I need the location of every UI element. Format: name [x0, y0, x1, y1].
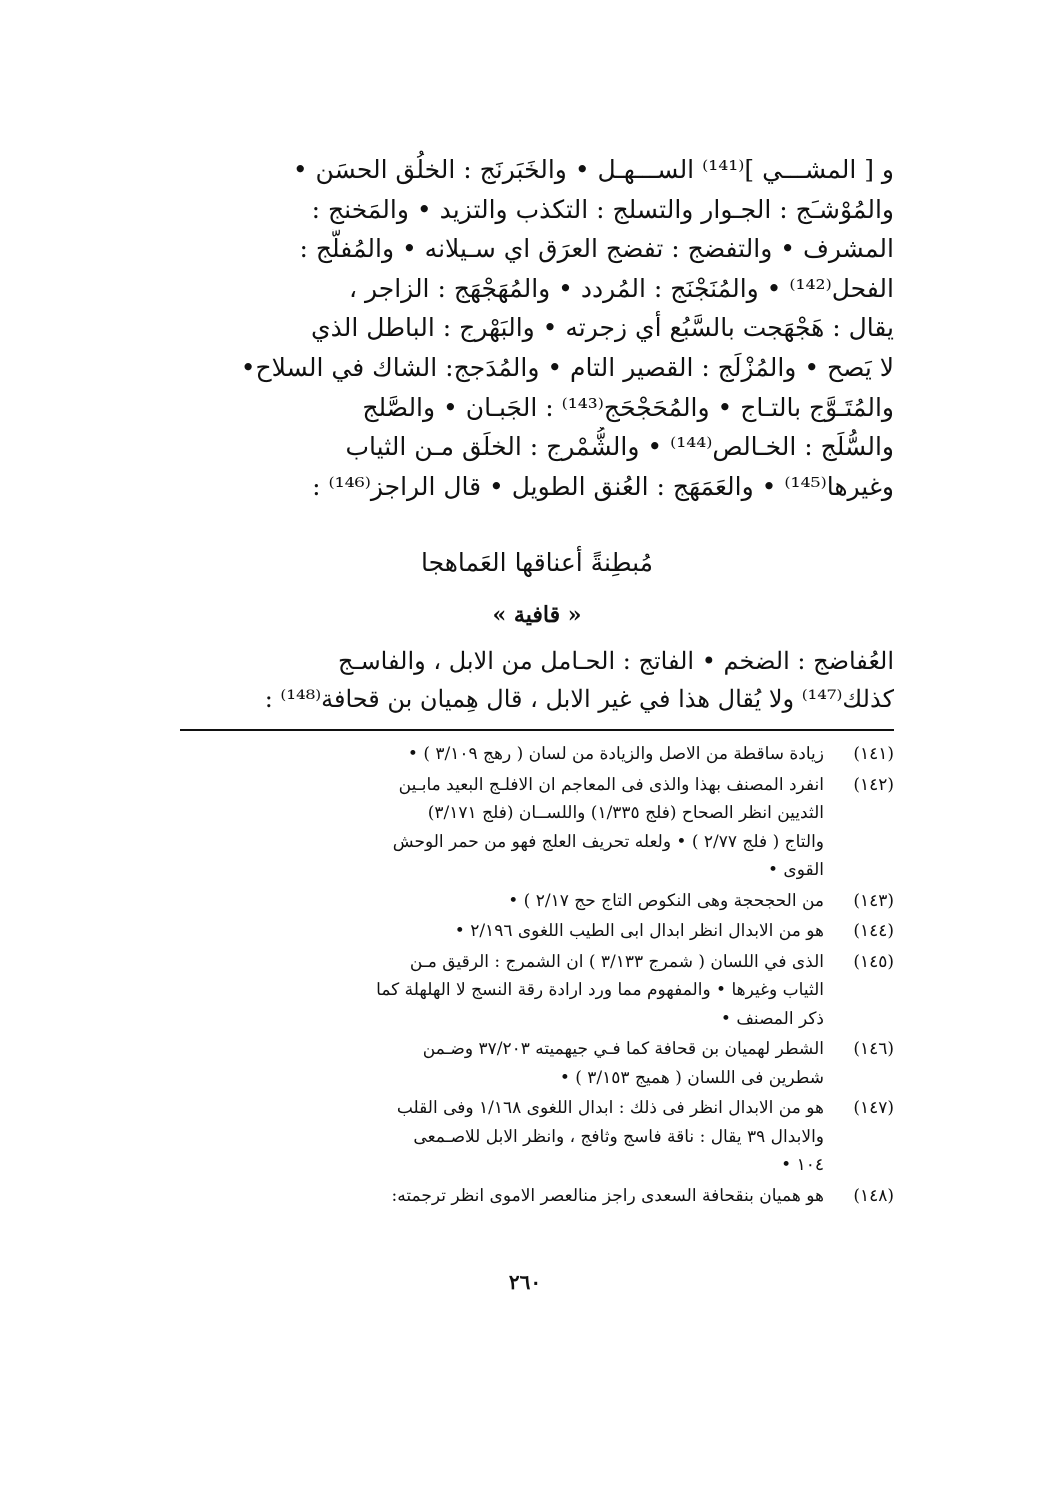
- main-text: [180, 150, 894, 506]
- footnote-line: ١٠٤ •: [781, 1155, 824, 1175]
- footnote-line: من الحجحجة وهى النكوص التاج حج ٢/١٧ ) •: [508, 890, 824, 911]
- footnote-line: زيادة ساقطة من الاصل والزيادة من لسان ( رهج ٣/١٠٩ ) •: [407, 744, 824, 764]
- paragraph: [180, 642, 894, 718]
- footnote: [180, 1094, 894, 1180]
- footnote-line: هو هميان بنقحافة السعدى راجز منالعصر الاموى انظر ترجمته:: [391, 1185, 824, 1206]
- footnote-line: الثديين انظر الصحاح (فلج ١/٣٣٥) واللســان (فلج ٣/١٧١): [427, 803, 824, 823]
- footnote-divider: [180, 729, 894, 731]
- text-line: والمُتَـوَّج بالتـاج • والمُحَجْحَج⁽¹⁴³⁾ : الجَبـان • والصَّلج: [362, 392, 894, 422]
- footnote: [180, 887, 894, 916]
- footnote: [180, 771, 894, 885]
- footnote-number: (١٤٣): [853, 890, 894, 911]
- footnote-number: (١٤٥): [853, 951, 894, 972]
- footnote-text: [180, 740, 824, 769]
- footnote-line: ذكر المصنف •: [720, 1008, 824, 1029]
- text-line: يقال : هَجْهَجت بالسَّبُع أي زجرته • والبَهْرج : الباطل الذي: [311, 313, 894, 343]
- footnote-line: شطرين فى اللسان ( هميج ٣/١٥٣ ) •: [559, 1067, 824, 1088]
- footnote-text: [180, 771, 824, 885]
- footnote-text: [180, 887, 824, 916]
- footnote-number: (١٤٢): [853, 774, 894, 795]
- footnote-line: انفرد المصنف بهذا والذى فى المعاجم ان الافلـج البعيد مابـين: [398, 774, 824, 795]
- page-number: ٢٦٠: [508, 1270, 542, 1294]
- section-heading: « قافية »: [492, 602, 582, 628]
- verse-line: مُبطِنةً أعناقها العَماهجا: [420, 548, 654, 577]
- footnote-number: (١٤١): [853, 744, 894, 764]
- footnote: [180, 948, 894, 1034]
- footnote-number: (١٤٤): [853, 921, 894, 941]
- text-line: و [ المشـــي ]⁽¹⁴¹⁾ الســـهـل • والخَبَرنَج : الخلُق الحسَن •: [292, 155, 894, 184]
- footnote: [180, 1182, 894, 1211]
- footnote-line: والابدال ٣٩ يقال : ناقة فاسج وثافج ، وانظر الابل للاصـمعى: [413, 1126, 824, 1147]
- footnote-text: [180, 1182, 824, 1211]
- text-line: الفحل⁽¹⁴²⁾ • والمُنَجْنَج : المُردد • والمُهَجْهَج : الزاجر ،: [348, 273, 894, 303]
- footnote-number: (١٤٧): [853, 1098, 894, 1118]
- footnote: [180, 1035, 894, 1092]
- text-line: وغيرها⁽¹⁴⁵⁾ • والعَمَهَج : العُنق الطويل • قال الراجز⁽¹⁴⁶⁾ :: [312, 471, 894, 501]
- footnote-text: [180, 1094, 824, 1180]
- footnote-text: [180, 1035, 824, 1092]
- footnote-line: الذى في اللسان ( شمرج ٣/١٣٣ ) ان الشمرج : الرقيق مـن: [409, 951, 824, 972]
- footnote-line: هو من الابدال انظر ابدال ابى الطيب اللغوى ٢/١٩٦ •: [454, 921, 824, 941]
- footnote-line: الشطر لهميان بن قحافة كما فـي جيهميته ٣٧/٢٠٣ وضـمن: [422, 1039, 824, 1059]
- text-line: والسُّلَج : الخـالص⁽¹⁴⁴⁾ • والشُّمْرج : الخلَق مـن الثياب: [345, 432, 894, 462]
- text-line: كذلك⁽¹⁴⁷⁾ ولا يُقال هذا في غير الابل ، قال هِميان بن قحافة⁽¹⁴⁸⁾ :: [264, 685, 894, 713]
- text-line: العُفاضج : الضخم • الفاتج : الحـامل من الابل ، والفاسـج: [338, 647, 894, 675]
- footnote-number: (١٤٦): [853, 1039, 894, 1059]
- footnote: [180, 740, 894, 769]
- footnotes: [180, 740, 894, 1212]
- footnote-line: الثياب وغيرها • والمفهوم مما ورد ارادة رقة النسج لا الهلهلة كما: [376, 980, 824, 1000]
- footnote-text: [180, 917, 824, 946]
- footnote-number: (١٤٨): [853, 1185, 894, 1206]
- text-line: والمُوْشـَج : الجـوار والتسلج : التكذب والتزيد • والمَخنج :: [311, 194, 894, 224]
- footnote-line: والتاج ( فلج ٢/٧٧ ) • ولعله تحريف العلج فهو من حمر الوحش: [392, 831, 824, 852]
- footnote-line: القوى •: [767, 860, 824, 880]
- text-line: لا يَصح • والمُزْلَج : القصير التام • والمُدَجج: الشاك في السلاح•: [240, 352, 894, 382]
- footnote-text: [180, 948, 824, 1034]
- footnote-line: هو من الابدال انظر فى ذلك : ابدال اللغوى ١/١٦٨ وفى القلب: [396, 1098, 824, 1118]
- text-line: المشرف • والتفضج : تفضج العرَق اي سـيلانه • والمُفلَّج :: [299, 234, 894, 264]
- footnote: [180, 917, 894, 946]
